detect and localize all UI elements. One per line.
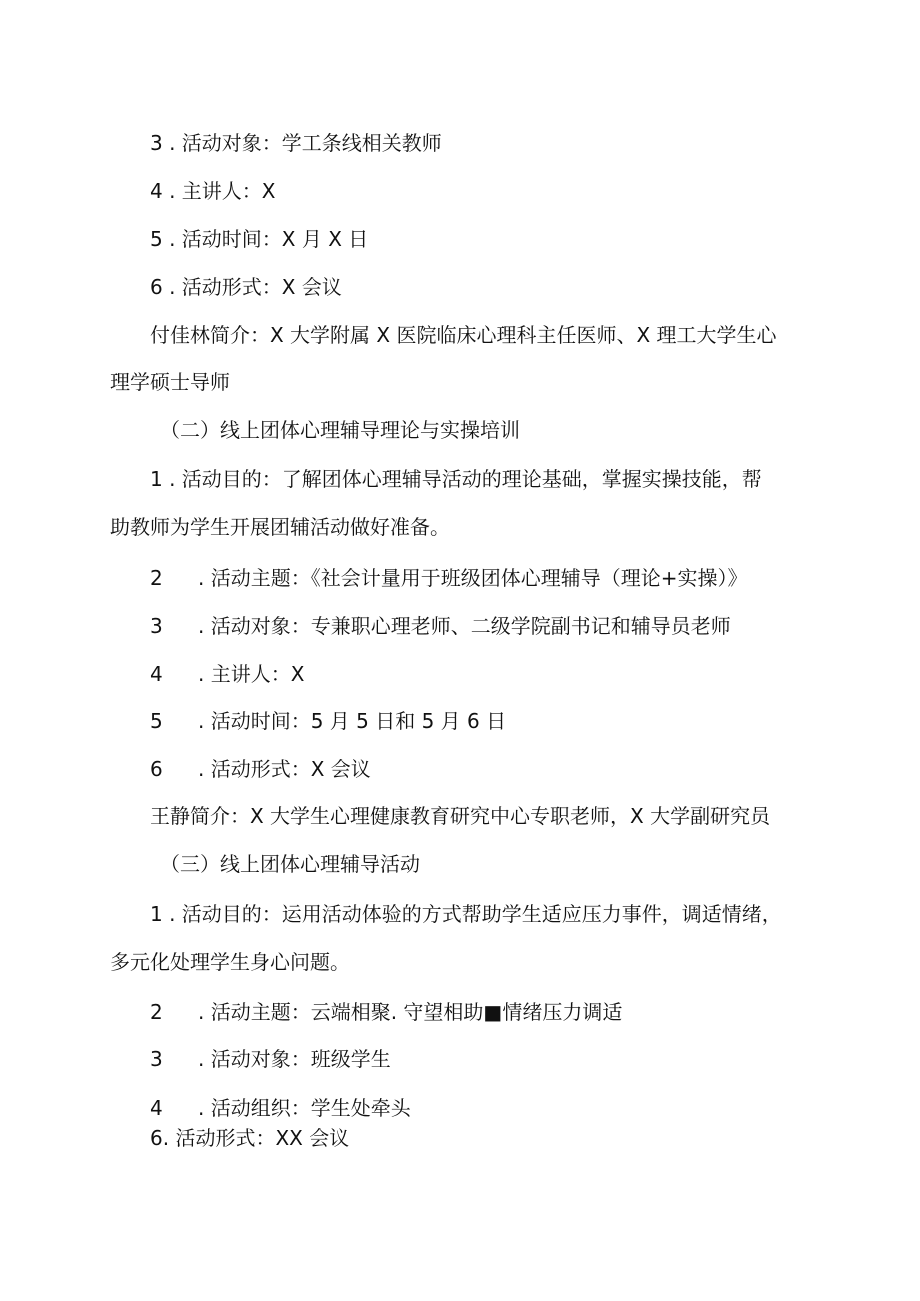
list-item: [150, 662, 304, 686]
item-number: 6: [150, 757, 163, 781]
item-text: . 活动形式：X 会议: [198, 757, 371, 781]
item-text: . 活动目的：了解团体心理辅导活动的理论基础，掌握实操技能，帮: [162, 467, 762, 491]
item-number: 6: [150, 275, 163, 299]
item-text: . 主讲人：X: [198, 662, 305, 686]
paragraph-line: 王静简介：X 大学生心理健康教育研究中心专职老师，X 大学副研究员: [150, 804, 771, 828]
list-item: [150, 709, 506, 733]
item-number: 3: [150, 614, 163, 638]
item-number: 1: [150, 902, 163, 926]
item-text: . 活动形式：X 会议: [162, 275, 342, 299]
paragraph-line: 付佳林简介：X 大学附属 X 医院临床心理科主任医师、X 理工大学生心: [150, 323, 777, 347]
item-number: 5: [150, 227, 163, 251]
item-text: . 活动对象：学工条线相关教师: [162, 131, 442, 155]
item-text: . 活动对象：班级学生: [198, 1047, 391, 1071]
item-number: 4: [150, 662, 163, 686]
list-item: [150, 467, 762, 491]
section-heading: （三）线上团体心理辅导活动: [160, 852, 420, 876]
paragraph-line: 多元化处理学生身心问题。: [110, 950, 350, 974]
paragraph-line: 6. 活动形式：XX 会议: [150, 1126, 350, 1150]
item-number: 4: [150, 1096, 163, 1120]
item-number: 2: [150, 1000, 163, 1024]
item-text: . 活动时间：X 月 X 日: [162, 227, 369, 251]
list-item: [150, 131, 442, 155]
item-number: 2: [150, 566, 163, 590]
item-number: 4: [150, 179, 163, 203]
item-text: . 活动组织：学生处牵头: [198, 1096, 411, 1120]
section-heading: （二）线上团体心理辅导理论与实操培训: [160, 418, 520, 442]
paragraph-line: 助教师为学生开展团辅活动做好准备。: [110, 515, 450, 539]
list-item: [150, 227, 368, 251]
item-text: . 活动对象：专兼职心理老师、二级学院副书记和辅导员老师: [198, 614, 731, 638]
item-number: 3: [150, 1047, 163, 1071]
list-item: [150, 757, 371, 781]
list-item: [150, 902, 782, 926]
list-item: [150, 1096, 411, 1120]
paragraph-line: 理学硕士导师: [110, 370, 230, 394]
item-text: . 活动主题：云端相聚. 守望相助■情绪压力调适: [198, 1000, 623, 1024]
item-number: 3: [150, 131, 163, 155]
list-item: [150, 275, 342, 299]
list-item: [150, 179, 276, 203]
item-text: . 活动目的：运用活动体验的方式帮助学生适应压力事件，调适情绪，: [162, 902, 782, 926]
item-text: . 活动主题：《社会计量用于班级团体心理辅导（理论+实操）》: [198, 566, 748, 590]
item-number: 5: [150, 709, 163, 733]
item-text: . 活动时间：5 月 5 日和 5 月 6 日: [198, 709, 507, 733]
list-item: [150, 1000, 622, 1024]
item-number: 1: [150, 467, 163, 491]
list-item: [150, 1047, 391, 1071]
list-item: [150, 614, 731, 638]
list-item: [150, 566, 747, 590]
item-text: . 主讲人：X: [162, 179, 276, 203]
